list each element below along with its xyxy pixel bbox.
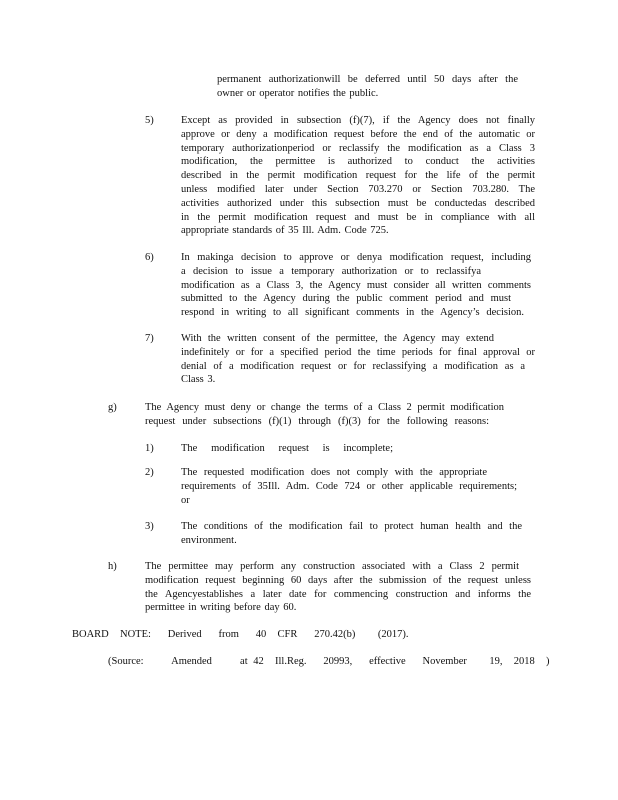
text-line: request under subsections (f)(1) through (f)(3) for the following reasons:: [145, 415, 489, 427]
text-line: The conditions of the modification fail to protect human health and the: [181, 521, 522, 532]
text-line: described in the permit modification request for the life of the permit: [181, 170, 535, 182]
text-line: The requested modification does not comply with the appropriate: [181, 467, 487, 478]
text-line: The Agency must deny or change the terms of a Class 2 permit modification: [145, 402, 504, 413]
text-line: approve or deny a modification request before the end of the automatic or: [181, 128, 535, 140]
item-5-label: 5): [145, 115, 154, 126]
subsection-g-label: g): [108, 402, 117, 413]
text-line: submitted to the Agency during the public comment period and must: [181, 293, 511, 305]
text-line: unless modified later under Section 703.270 or Section 703.280. The: [181, 183, 535, 195]
text-line: activities authorized under this subsection must be conductedas described: [181, 197, 535, 209]
text-line: Except as provided in subsection (f)(7), if the Agency does not finally: [181, 115, 535, 126]
subsection-h-text: [145, 560, 531, 615]
g-item-1-text: [181, 442, 393, 456]
item-5-text: [181, 114, 535, 238]
g-item-3-label: 3): [145, 521, 154, 532]
text-line: In makinga decision to approve or denya modification request, including: [181, 252, 531, 263]
text-line: modification, the permittee is authorized to conduct the activities: [181, 156, 535, 168]
item-6-text: [181, 251, 531, 320]
subsection-h-label: h): [108, 561, 117, 572]
item-6-label: 6): [145, 252, 154, 263]
g-item-2-text: [181, 466, 517, 507]
text-line: permanent authorizationwill be deferred until 50 days after the: [217, 74, 518, 85]
text-line: With the written consent of the permittee, the Agency may extend: [181, 333, 494, 344]
text-line: modification request beginning 60 days after the submission of the request unless: [145, 574, 531, 586]
text-line: a decision to issue a temporary authorization or to reclassifya: [181, 265, 481, 277]
text-line: respond in writing to all significant comments in the Agency’s decision.: [181, 307, 524, 319]
text-line: modification as a Class 3, the Agency must consider all written comments: [181, 279, 531, 291]
text-line: The modification request is incomplete;: [181, 443, 393, 454]
item-7-label: 7): [145, 333, 154, 344]
text-line: requirements of 35Ill. Adm. Code 724 or other applicable requirements;: [181, 480, 517, 492]
text-line: indefinitely or for a specified period the time periods for final approval or: [181, 346, 535, 358]
board-note: BOARD NOTE: Derived from 40 CFR 270.42(b) (2017).: [72, 629, 409, 640]
g-item-3-text: [181, 520, 522, 548]
text-line: environment.: [181, 534, 237, 546]
text-line: the Agencyestablishes a later date for commencing construction and informs the: [145, 588, 531, 600]
item-7-text: [181, 332, 535, 387]
text-line: denial of a modification request or for reclassifying a modification as a: [181, 360, 525, 372]
intro-paragraph: [217, 73, 518, 101]
text-line: Class 3.: [181, 374, 216, 386]
text-line: permittee in writing before day 60.: [145, 602, 297, 614]
text-line: or: [181, 494, 190, 506]
subsection-g-text: [145, 401, 504, 429]
text-line: appropriate standards of 35 Ill. Adm. Code 725.: [181, 225, 389, 237]
text-line: in the permit modification request and must be in compliance with all: [181, 211, 535, 223]
source-note: (Source: Amended at 42 Ill.Reg. 20993, effective November 19, 2018 ): [108, 656, 550, 667]
g-item-1-label: 1): [145, 443, 154, 454]
text-line: owner or operator notifies the public.: [217, 87, 379, 99]
text-line: The permittee may perform any construction associated with a Class 2 permit: [145, 561, 519, 572]
text-line: temporary authorizationperiod or reclassify the modification as a Class 3: [181, 142, 535, 154]
g-item-2-label: 2): [145, 467, 154, 478]
